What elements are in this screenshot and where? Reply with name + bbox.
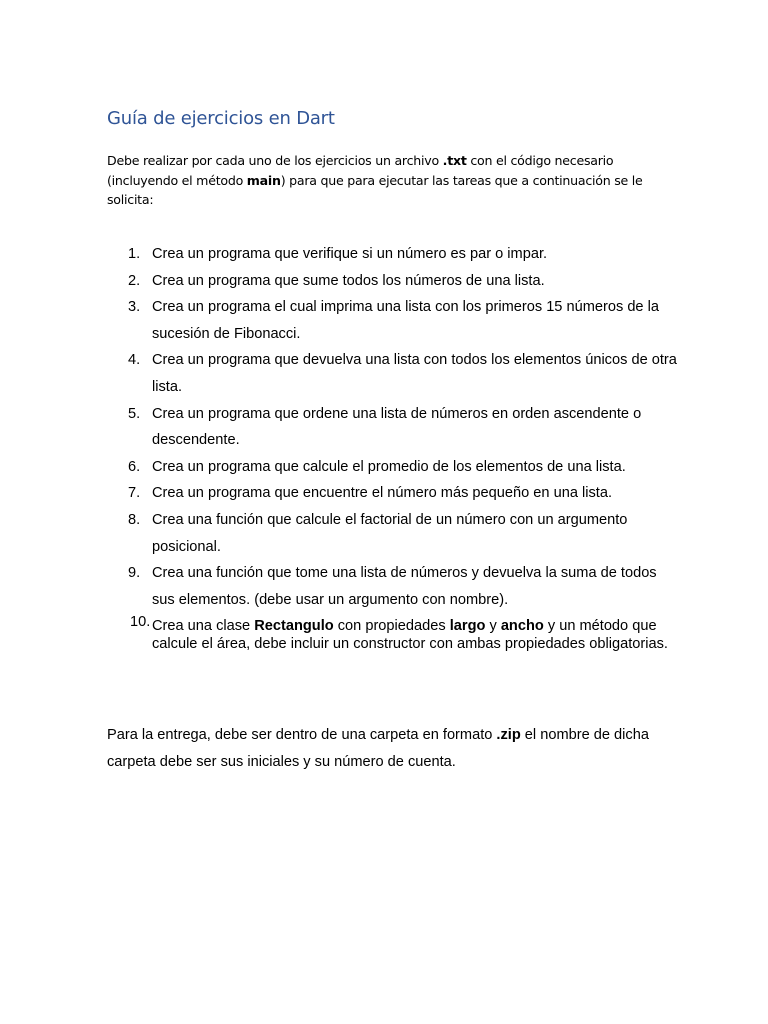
item-number: 3. [128, 299, 141, 316]
item-text-3: y [485, 618, 501, 635]
list-item [107, 560, 677, 613]
item-text: Crea un programa que ordene una lista de números en orden ascendente o descendente. [152, 405, 642, 449]
item-text-4: y un método que calcule el área, debe incluir un constructor con ambas propiedades obligatorias. [152, 618, 668, 653]
item-number: 2. [128, 272, 141, 289]
item-number: 7. [128, 485, 141, 502]
item-text-2: con propiedades [333, 618, 450, 635]
item-text: Crea una función que tome una lista de números y devuelva la suma de todos sus elementos. (debe usar un argumento con nombre). [152, 565, 657, 608]
item-text: Crea un programa que sume todos los números de una lista. [152, 272, 545, 289]
item-number: 9. [128, 565, 141, 582]
item-text: Crea un programa el cual imprima una lista con los primeros 15 números de la sucesión de Fibonacci. [152, 299, 659, 342]
item-number: 1. [128, 246, 141, 262]
item-number: 5. [128, 405, 141, 422]
list-item [107, 507, 677, 560]
item-number: 4. [128, 352, 141, 369]
item-number: 8. [128, 511, 141, 528]
intro-text-3: ) para que para ejecutar las tareas que a continuación se le solicita: [107, 172, 643, 207]
item-text: Crea un programa que devuelva una lista con todos los elementos únicos de otra lista. [152, 352, 677, 395]
item-number: 6. [128, 458, 141, 475]
item-number: 10. [130, 614, 151, 631]
footer-text-2: el nombre de dicha carpeta debe ser sus iniciales y su número de cuenta. [107, 727, 649, 770]
intro-bold-txt: .txt [442, 153, 467, 168]
exercise-list [107, 241, 677, 653]
item-text: Crea un programa que encuentre el número más pequeño en una lista. [152, 485, 612, 502]
list-item [107, 401, 677, 454]
list-item [107, 347, 677, 400]
item-text: Crea un programa que calcule el promedio de los elementos de una lista. [152, 458, 626, 475]
list-item [107, 268, 677, 295]
list-item [107, 613, 677, 653]
item-text-1: Crea una clase [152, 618, 255, 635]
intro-paragraph [107, 151, 667, 210]
item-bold-ancho: ancho [500, 618, 544, 635]
document-title: Guía de ejercicios en Dart [107, 108, 335, 129]
delivery-paragraph [107, 722, 667, 776]
intro-bold-main: main [246, 172, 281, 188]
list-item [107, 294, 677, 347]
footer-bold-zip: .zip [496, 727, 521, 743]
item-text: Crea un programa que verifique si un número es par o impar. [152, 246, 548, 262]
list-item [107, 241, 677, 268]
list-item [107, 454, 677, 481]
intro-text-2: con el código necesario (incluyendo el método [107, 153, 614, 188]
item-bold-largo: largo [449, 618, 486, 635]
footer-text-1: Para la entrega, debe ser dentro de una carpeta en formato [107, 727, 497, 743]
item-text: Crea una función que calcule el factorial de un número con un argumento posicional. [152, 511, 628, 555]
item-bold-rectangulo: Rectangulo [254, 618, 334, 635]
intro-text-1: Debe realizar por cada uno de los ejercicios un archivo [107, 153, 443, 168]
list-item [107, 480, 677, 507]
